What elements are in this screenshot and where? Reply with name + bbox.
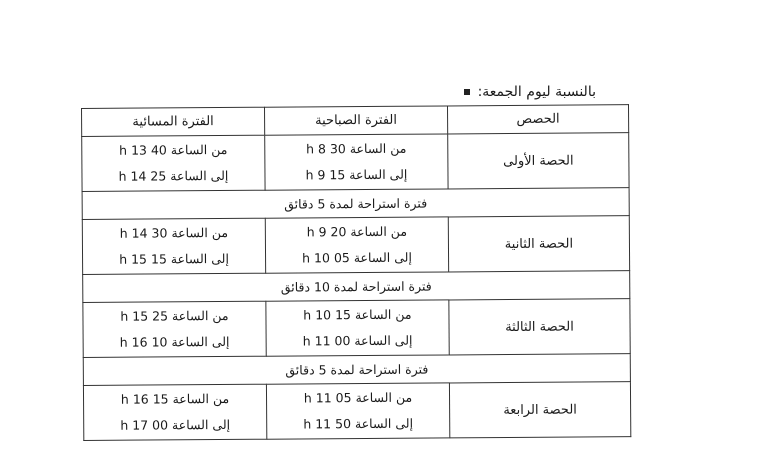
session-name: الحصة الرابعة: [449, 382, 630, 438]
break-row: [83, 271, 630, 303]
time-from: من الساعة 25 h 15: [120, 307, 229, 324]
break-label: فترة استراحة لمدة 5 دقائق: [83, 354, 630, 386]
evening-time: [82, 218, 265, 274]
time-from: من الساعة 20 h 9: [306, 223, 408, 240]
break-label: فترة استراحة لمدة 10 دقائق: [83, 271, 630, 303]
evening-time: [83, 301, 266, 357]
session-row: [83, 299, 630, 358]
session-name: الحصة الأولى: [448, 133, 629, 189]
header-row: [82, 105, 629, 137]
evening-time: [83, 384, 266, 440]
section-heading: [464, 84, 596, 100]
time-to: إلى الساعة 10 h 16: [119, 333, 230, 350]
friday-schedule-table: [81, 104, 631, 441]
header-morning: الفترة الصباحية: [264, 106, 447, 135]
morning-time: [266, 300, 449, 356]
time-from: من الساعة 15 h 16: [120, 390, 230, 407]
time-to: إلى الساعة 05 h 10: [302, 249, 412, 266]
time-to: إلى الساعة 50 h 11: [303, 415, 414, 432]
session-row: [82, 133, 629, 192]
header-sessions: الحصص: [447, 105, 628, 134]
break-row: [83, 354, 630, 386]
heading-text: بالنسبة ليوم الجمعة:: [477, 84, 596, 100]
time-to: إلى الساعة 15 h 15: [119, 250, 229, 267]
session-row: [83, 382, 630, 441]
morning-time: [265, 134, 448, 190]
morning-time: [266, 383, 449, 439]
time-to: إلى الساعة 25 h 14: [118, 167, 229, 184]
header-evening: الفترة المسائية: [82, 107, 265, 136]
evening-time: [82, 135, 265, 191]
time-from: من الساعة 05 h 11: [303, 389, 413, 406]
break-row: [82, 188, 629, 220]
morning-time: [265, 217, 448, 273]
time-from: من الساعة 15 h 10: [303, 306, 412, 323]
time-from: من الساعة 30 h 8: [306, 140, 407, 157]
time-from: من الساعة 30 h 14: [119, 224, 229, 241]
time-to: إلى الساعة 00 h 11: [302, 332, 413, 349]
time-to: إلى الساعة 15 h 9: [305, 166, 408, 183]
session-name: الحصة الثانية: [448, 216, 629, 272]
time-from: من الساعة 40 h 13: [119, 141, 228, 158]
session-name: الحصة الثالثة: [449, 299, 630, 355]
break-label: فترة استراحة لمدة 5 دقائق: [82, 188, 629, 220]
time-to: إلى الساعة 00 h 17: [120, 416, 231, 433]
session-row: [82, 216, 629, 275]
square-bullet-icon: [464, 89, 470, 95]
